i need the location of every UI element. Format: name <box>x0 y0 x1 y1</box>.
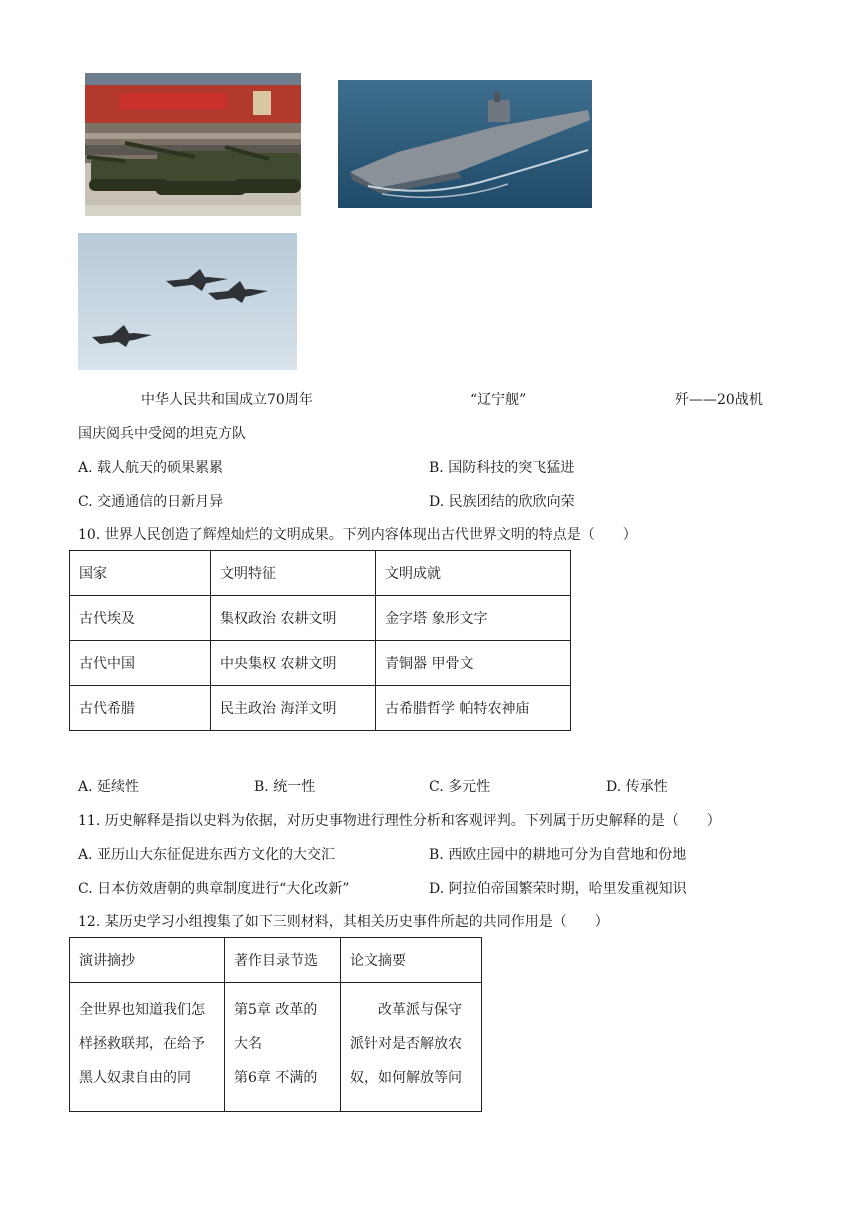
table-cell: 古代埃及 <box>70 596 211 641</box>
carrier-caption: “辽宁舰” <box>470 392 527 408</box>
q9-option-c[interactable]: C. 交通通信的日新月异 <box>78 494 224 510</box>
table-cell: 古希腊哲学 帕特农神庙 <box>376 686 571 731</box>
aircraft-carrier-photo <box>338 80 592 208</box>
q11-option-b[interactable]: B. 西欧庄园中的耕地可分为自营地和份地 <box>429 847 687 863</box>
table-cell: 民主政治 海洋文明 <box>211 686 376 731</box>
q10-stem: 10. 世界人民创造了辉煌灿烂的文明成果。下列内容体现出古代世界文明的特点是（ ） <box>78 527 637 543</box>
q12-stem: 12. 某历史学习小组搜集了如下三则材料，其相关历史事件所起的共同作用是（ ） <box>78 914 609 930</box>
paper-abstract: 改革派与保守派针对是否解放农奴，如何解放等问 <box>350 1002 462 1086</box>
speech-excerpt: 全世界也知道我们怎样拯救联邦，在给予黑人奴隶自由的同 <box>79 1002 205 1086</box>
table-cell: 金字塔 象形文字 <box>376 596 571 641</box>
fighter-jets-photo <box>78 233 297 370</box>
table-header-cell: 国家 <box>70 551 211 596</box>
table-cell: 古代中国 <box>70 641 211 686</box>
table-cell: 青铜器 甲骨文 <box>376 641 571 686</box>
q10-option-c[interactable]: C. 多元性 <box>429 779 491 795</box>
table-row <box>70 686 571 731</box>
tank-parade-photo <box>85 73 301 216</box>
q10-option-b[interactable]: B. 统一性 <box>254 779 316 795</box>
q10-option-a[interactable]: A. 延续性 <box>78 779 140 795</box>
table-cell: 中央集权 农耕文明 <box>211 641 376 686</box>
table-row <box>70 596 571 641</box>
q11-option-d[interactable]: D. 阿拉伯帝国繁荣时期，哈里发重视知识 <box>429 881 687 897</box>
book-toc-excerpt: 第5章 改革的大名 第6章 不满的 <box>234 1002 318 1086</box>
table-cell: 集权政治 农耕文明 <box>211 596 376 641</box>
tank-caption-line2: 国庆阅兵中受阅的坦克方队 <box>78 426 246 442</box>
table-row <box>70 641 571 686</box>
q9-option-b[interactable]: B. 国防科技的突飞猛进 <box>429 460 575 476</box>
table-header-cell: 著作目录节选 <box>225 938 341 983</box>
q12-table <box>69 937 482 1112</box>
q11-stem: 11. 历史解释是指以史料为依据，对历史事物进行理性分析和客观评判。下列属于历史解释的是（ ） <box>78 813 721 829</box>
table-header-cell: 论文摘要 <box>341 938 482 983</box>
table-row <box>70 983 482 1112</box>
q10-option-d[interactable]: D. 传承性 <box>606 779 668 795</box>
table-header-cell: 演讲摘抄 <box>70 938 225 983</box>
table-row <box>70 938 482 983</box>
table-row <box>70 551 571 596</box>
q11-option-a[interactable]: A. 亚历山大东征促进东西方文化的大交汇 <box>78 847 336 863</box>
q9-option-d[interactable]: D. 民族团结的欣欣向荣 <box>429 494 575 510</box>
table-header-cell: 文明特征 <box>211 551 376 596</box>
tank-caption: 中华人民共和国成立70周年 <box>141 392 313 408</box>
q10-table <box>69 550 571 731</box>
q9-option-a[interactable]: A. 载人航天的硕果累累 <box>78 460 224 476</box>
q11-option-c[interactable]: C. 日本仿效唐朝的典章制度进行“大化改新” <box>78 881 350 897</box>
table-cell: 古代希腊 <box>70 686 211 731</box>
table-header-cell: 文明成就 <box>376 551 571 596</box>
jets-caption: 歼——20战机 <box>675 392 763 408</box>
